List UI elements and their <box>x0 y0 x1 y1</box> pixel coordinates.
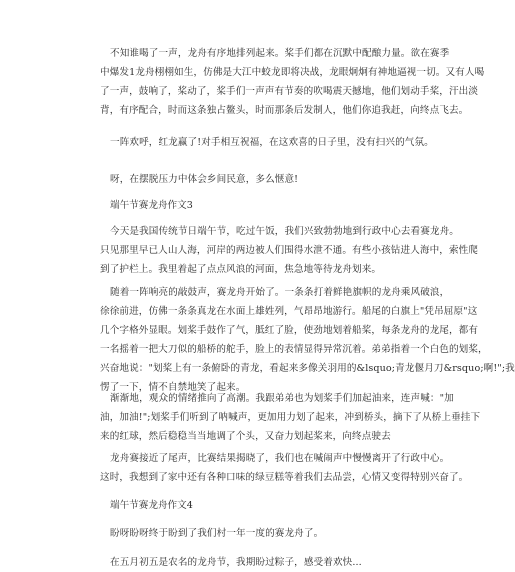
paragraph-8 <box>100 524 450 543</box>
text-line: 一名摇着一把大刀似的船桥的舵手，脸上的表情显得异常沉着。弟弟指着一个白色的划桨， <box>100 344 488 355</box>
text-line: 只见那里早已人山人海，河岸的两边被人们围得水泄不通。有些小孩钻进人海中，索性爬 <box>100 245 479 256</box>
paragraph-1 <box>100 44 485 120</box>
text-line: 今天是我国传统节日端午节，吃过午饭，我们兴致勃勃地到行政中心去看赛龙舟。 <box>110 226 459 237</box>
text-line: 几个字格外显眼。划桨手鼓作了气，胝红了脸，使劲地划着船桨，每条龙舟的龙尾，都有 <box>100 325 479 336</box>
paragraph-6 <box>100 389 481 446</box>
section-heading-4: 端午节赛龙舟作文4 <box>110 500 193 511</box>
text-line: 呀，在摆脱压力中体会乡间民意，多么惬意! <box>110 174 299 185</box>
paragraph-7 <box>100 449 469 487</box>
text-line: 这时，我想到了家中还有各种口味的绿豆糕等着我们去品尝，心情又变得特别兴奋了。 <box>100 472 469 483</box>
text-line: 中爆发1龙舟栩栩如生，仿佛是大江中蛟龙即将决战，龙眼炯炯有神地逼视一切。又有人喝 <box>100 67 485 78</box>
paragraph-3 <box>100 170 450 189</box>
paragraph-5 <box>100 283 515 397</box>
text-line: 背，有序配合，时而这条独占鳌头，时而那条后发制人，他们你追我赶，向终点飞去。 <box>100 105 469 116</box>
text-line: 了一声，鼓响了，桨动了，桨手们一声声有节奏的吹喝震天撼地，他们划动手桨，汗出淡 <box>100 86 479 97</box>
paragraph-4 <box>100 222 479 279</box>
text-line: 油，加油!";划桨手们听到了呐喊声，更加用力划了起来，冲到桥头，摘下了从桥上垂挂下 <box>100 412 481 423</box>
text-line: 盼呀盼呀终于盼到了我们村一年一度的赛龙舟了。 <box>110 528 324 539</box>
text-line: 龙舟赛接近了尾声，比赛结果揭晓了，我们也在喊闹声中慢慢离开了行政中心。 <box>110 453 450 464</box>
text-line: 徐徐前进，仿佛一条条真龙在水面上雄姓列，气昂昂地游行。船尾的白旗上"凭吊屈原"这 <box>100 306 478 317</box>
paragraph-9 <box>100 553 450 572</box>
text-line: 来的红球，然后稳稳当当地调了个头，又奋力划起桨来，向终点驶去 <box>100 431 391 442</box>
text-line: 随着一阵响亮的敲鼓声，赛龙舟开始了。一条条打着鲜艳旗帜的龙舟乘风破浪， <box>110 287 450 298</box>
text-line: 渐渐地，观众的情绪推向了高潮。我跟弟弟也为划桨手们加起油来，连声喊："加 <box>110 393 454 404</box>
text-line: 到了护栏上。我里着起了点点风浪的河面，焦急地等待龙舟划来。 <box>100 264 382 275</box>
text-line: 在五月初五是农名的龙舟节，我期盼过粽子，感受着欢快... <box>110 557 362 568</box>
text-line: 一阵欢呼，红龙赢了!对手相互祝福，在这欢喜的日子里，没有扫兴的气氛。 <box>110 137 434 148</box>
text-line: 兴奋地说："划桨上有一条俯卧的青龙，看起来多像关羽用的&lsquo;青龙偃月刀&rsquo;啊!";我 <box>100 363 515 374</box>
section-heading-3: 端午节赛龙舟作文3 <box>110 200 193 211</box>
text-line: 不知谁喝了一声，龙舟有序地排列起来。桨手们都在沉默中配酿力量。欲在赛季 <box>110 48 450 59</box>
paragraph-2 <box>100 133 450 152</box>
text-line: 愣了一下，情不自禁地笑了起来。 <box>100 382 246 393</box>
